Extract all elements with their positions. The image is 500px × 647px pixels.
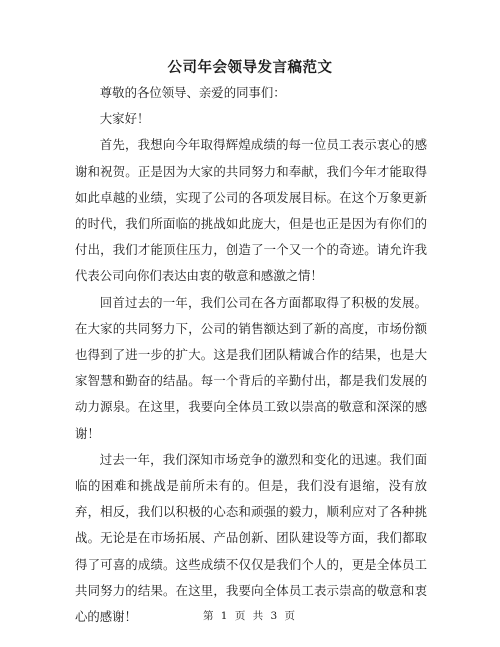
paragraph: 过去一年，我们深知市场竞争的激烈和变化的迅速。我们面临的困难和挑战是前所未有的。但是，我们没有退缩，没有放弃，相反，我们以积极的心态和顽强的毅力，顺利应对了各种挑战。无论是在市场拓展、产品创新、团队建设等方面，我们都取得了可喜的成绩。这些成绩不仅仅是我们个人的，更是全体员工共同努力的结果。在这里，我要向全体员工表示崇高的敬意和衷心的感谢！ [75,451,427,625]
paragraph: 回首过去的一年，我们公司在各方面都取得了积极的发展。在大家的共同努力下，公司的销售额达到了新的高度，市场份额也得到了进一步的扩大。这是我们团队精诚合作的结果，也是大家智慧和勤奋的结晶。每一个背后的辛勤付出，都是我们发展的动力源泉。在这里，我要向全体员工致以崇高的敬意和深深的感谢！ [75,294,427,441]
greeting: 大家好！ [99,111,150,127]
page-number-footer: 第 1 页 共 3 页 [202,610,298,622]
paragraph: 首先，我想向今年取得辉煌成绩的每一位员工表示衷心的感谢和祝贺。正是因为大家的共同努力和奉献，我们今年才能取得如此卓越的业绩，实现了公司的各项发展目标。在这个万象更新的时代，我们所面临的挑战如此庞大，但是也正是因为有你们的付出，我们才能顶住压力，创造了一个又一个的奇迹。请允许我代表公司向你们表达由衷的敬意和感激之情！ [75,137,427,284]
document-title: 公司年会领导发言稿范文 [167,59,333,76]
document-body [75,80,427,630]
salutation: 尊敬的各位领导、亲爱的同事们： [99,85,286,100]
